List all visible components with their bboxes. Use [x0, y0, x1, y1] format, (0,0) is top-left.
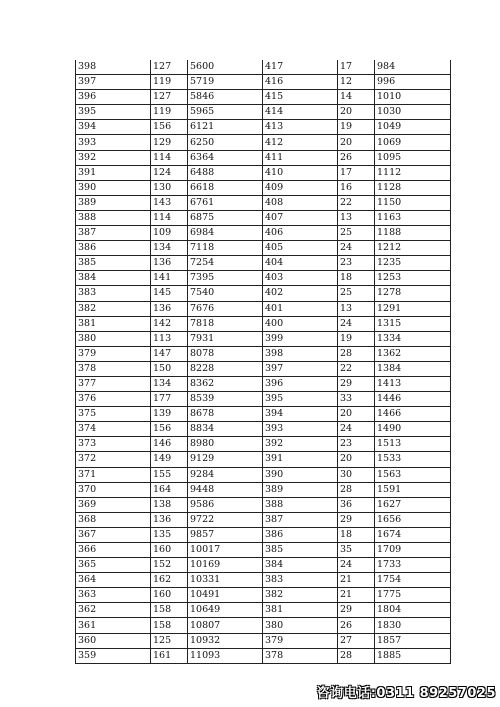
table-cell: 1709 [375, 543, 451, 558]
table-cell: 395 [76, 105, 151, 120]
table-cell: 26 [338, 618, 375, 633]
table-cell: 360 [76, 633, 151, 648]
table-cell: 177 [151, 392, 188, 407]
table-row [76, 618, 451, 633]
table-cell: 10169 [188, 558, 263, 573]
table-cell: 9586 [188, 497, 263, 512]
table-cell: 20 [338, 407, 375, 422]
table-cell: 379 [76, 346, 151, 361]
table-cell: 158 [151, 618, 188, 633]
table-cell: 9448 [188, 482, 263, 497]
table-cell: 359 [76, 648, 151, 663]
table-cell: 1253 [375, 271, 451, 286]
table-cell: 11093 [188, 648, 263, 663]
table-cell: 408 [263, 195, 338, 210]
table-row [76, 512, 451, 527]
table-cell: 155 [151, 467, 188, 482]
table-cell: 1315 [375, 316, 451, 331]
table-cell: 1754 [375, 573, 451, 588]
table-cell: 388 [263, 497, 338, 512]
table-cell: 384 [76, 271, 151, 286]
table-cell: 1674 [375, 527, 451, 542]
table-cell: 8834 [188, 422, 263, 437]
table-cell: 138 [151, 497, 188, 512]
table-row [76, 482, 451, 497]
table-cell: 29 [338, 512, 375, 527]
table-cell: 6250 [188, 135, 263, 150]
table-row [76, 543, 451, 558]
table-cell: 6618 [188, 180, 263, 195]
table-cell: 389 [76, 195, 151, 210]
table-cell: 407 [263, 210, 338, 225]
table-cell: 21 [338, 573, 375, 588]
table-cell: 393 [263, 422, 338, 437]
table-cell: 160 [151, 543, 188, 558]
table-cell: 18 [338, 527, 375, 542]
table-row [76, 437, 451, 452]
table-cell: 396 [76, 90, 151, 105]
table-cell: 363 [76, 588, 151, 603]
score-table-body [76, 60, 451, 663]
table-row [76, 286, 451, 301]
table-cell: 146 [151, 437, 188, 452]
table-cell: 127 [151, 90, 188, 105]
table-cell: 136 [151, 512, 188, 527]
table-cell: 391 [263, 452, 338, 467]
table-cell: 378 [76, 361, 151, 376]
table-cell: 6984 [188, 226, 263, 241]
table-cell: 362 [76, 603, 151, 618]
table-cell: 152 [151, 558, 188, 573]
table-cell: 14 [338, 90, 375, 105]
table-cell: 403 [263, 271, 338, 286]
table-cell: 17 [338, 165, 375, 180]
table-cell: 9284 [188, 467, 263, 482]
table-cell: 1188 [375, 226, 451, 241]
table-cell: 411 [263, 150, 338, 165]
table-cell: 383 [76, 286, 151, 301]
table-cell: 139 [151, 407, 188, 422]
table-cell: 114 [151, 210, 188, 225]
table-cell: 6875 [188, 210, 263, 225]
table-cell: 361 [76, 618, 151, 633]
table-cell: 8539 [188, 392, 263, 407]
table-cell: 10807 [188, 618, 263, 633]
table-cell: 5719 [188, 75, 263, 90]
table-cell: 129 [151, 135, 188, 150]
table-cell: 134 [151, 376, 188, 391]
table-cell: 399 [263, 331, 338, 346]
table-cell: 28 [338, 648, 375, 663]
table-cell: 113 [151, 331, 188, 346]
table-cell: 415 [263, 90, 338, 105]
table-cell: 397 [263, 361, 338, 376]
table-cell: 1563 [375, 467, 451, 482]
table-row [76, 603, 451, 618]
table-cell: 416 [263, 75, 338, 90]
table-cell: 9857 [188, 527, 263, 542]
table-cell: 392 [76, 150, 151, 165]
table-cell: 10932 [188, 633, 263, 648]
table-row [76, 392, 451, 407]
table-cell: 414 [263, 105, 338, 120]
table-cell: 413 [263, 120, 338, 135]
table-cell: 386 [76, 241, 151, 256]
table-cell: 401 [263, 301, 338, 316]
table-cell: 147 [151, 346, 188, 361]
table-cell: 23 [338, 256, 375, 271]
table-cell: 1095 [375, 150, 451, 165]
table-cell: 386 [263, 527, 338, 542]
table-cell: 17 [338, 60, 375, 75]
table-cell: 398 [263, 346, 338, 361]
table-cell: 1112 [375, 165, 451, 180]
table-row [76, 467, 451, 482]
table-cell: 378 [263, 648, 338, 663]
table-cell: 26 [338, 150, 375, 165]
table-cell: 8362 [188, 376, 263, 391]
table-cell: 136 [151, 301, 188, 316]
table-cell: 394 [263, 407, 338, 422]
table-cell: 30 [338, 467, 375, 482]
table-cell: 365 [76, 558, 151, 573]
table-cell: 1446 [375, 392, 451, 407]
table-cell: 1069 [375, 135, 451, 150]
table-row [76, 633, 451, 648]
table-cell: 368 [76, 512, 151, 527]
table-cell: 385 [76, 256, 151, 271]
table-cell: 161 [151, 648, 188, 663]
table-cell: 390 [76, 180, 151, 195]
table-cell: 417 [263, 60, 338, 75]
table-cell: 124 [151, 165, 188, 180]
table-cell: 18 [338, 271, 375, 286]
table-cell: 6761 [188, 195, 263, 210]
table-cell: 109 [151, 226, 188, 241]
table-cell: 1533 [375, 452, 451, 467]
table-cell: 149 [151, 452, 188, 467]
table-cell: 22 [338, 195, 375, 210]
table-cell: 412 [263, 135, 338, 150]
table-cell: 1128 [375, 180, 451, 195]
table-cell: 7254 [188, 256, 263, 271]
table-cell: 127 [151, 60, 188, 75]
table-cell: 381 [76, 316, 151, 331]
table-cell: 24 [338, 422, 375, 437]
table-cell: 20 [338, 452, 375, 467]
table-cell: 33 [338, 392, 375, 407]
table-cell: 1857 [375, 633, 451, 648]
table-cell: 385 [263, 543, 338, 558]
table-row [76, 316, 451, 331]
table-cell: 996 [375, 75, 451, 90]
table-cell: 12 [338, 75, 375, 90]
table-cell: 387 [76, 226, 151, 241]
table-cell: 35 [338, 543, 375, 558]
table-cell: 27 [338, 633, 375, 648]
table-row [76, 271, 451, 286]
table-cell: 8980 [188, 437, 263, 452]
table-row [76, 452, 451, 467]
table-cell: 1049 [375, 120, 451, 135]
table-cell: 13 [338, 301, 375, 316]
table-cell: 383 [263, 573, 338, 588]
table-cell: 389 [263, 482, 338, 497]
table-cell: 29 [338, 603, 375, 618]
table-cell: 10017 [188, 543, 263, 558]
table-cell: 374 [76, 422, 151, 437]
contact-phone-watermark: 咨询电话:0311 89257025 [316, 686, 496, 701]
table-cell: 23 [338, 437, 375, 452]
table-cell: 410 [263, 165, 338, 180]
table-cell: 396 [263, 376, 338, 391]
table-cell: 143 [151, 195, 188, 210]
table-cell: 369 [76, 497, 151, 512]
table-cell: 135 [151, 527, 188, 542]
table-cell: 1291 [375, 301, 451, 316]
table-cell: 20 [338, 135, 375, 150]
score-table [75, 60, 451, 664]
table-cell: 400 [263, 316, 338, 331]
table-cell: 1384 [375, 361, 451, 376]
table-cell: 397 [76, 75, 151, 90]
table-cell: 1212 [375, 241, 451, 256]
table-cell: 1413 [375, 376, 451, 391]
table-cell: 16 [338, 180, 375, 195]
table-cell: 20 [338, 105, 375, 120]
table-cell: 1362 [375, 346, 451, 361]
table-cell: 7118 [188, 241, 263, 256]
table-cell: 405 [263, 241, 338, 256]
table-cell: 392 [263, 437, 338, 452]
table-cell: 375 [76, 407, 151, 422]
table-cell: 10491 [188, 588, 263, 603]
table-cell: 373 [76, 437, 151, 452]
table-cell: 372 [76, 452, 151, 467]
table-cell: 1656 [375, 512, 451, 527]
table-cell: 380 [263, 618, 338, 633]
table-cell: 24 [338, 558, 375, 573]
table-row [76, 105, 451, 120]
table-row [76, 241, 451, 256]
table-cell: 7540 [188, 286, 263, 301]
table-row [76, 90, 451, 105]
table-cell: 1885 [375, 648, 451, 663]
table-cell: 393 [76, 135, 151, 150]
table-cell: 391 [76, 165, 151, 180]
table-cell: 125 [151, 633, 188, 648]
table-row [76, 135, 451, 150]
table-cell: 22 [338, 361, 375, 376]
table-cell: 36 [338, 497, 375, 512]
table-cell: 141 [151, 271, 188, 286]
table-row [76, 346, 451, 361]
table-row [76, 150, 451, 165]
table-row [76, 573, 451, 588]
table-cell: 394 [76, 120, 151, 135]
table-cell: 24 [338, 316, 375, 331]
table-cell: 6488 [188, 165, 263, 180]
table-cell: 19 [338, 331, 375, 346]
table-cell: 5600 [188, 60, 263, 75]
table-cell: 1733 [375, 558, 451, 573]
table-cell: 28 [338, 346, 375, 361]
table-row [76, 60, 451, 75]
table-cell: 366 [76, 543, 151, 558]
table-cell: 136 [151, 256, 188, 271]
table-cell: 380 [76, 331, 151, 346]
table-cell: 7395 [188, 271, 263, 286]
table-cell: 156 [151, 120, 188, 135]
table-row [76, 195, 451, 210]
table-row [76, 558, 451, 573]
table-cell: 119 [151, 75, 188, 90]
table-cell: 162 [151, 573, 188, 588]
table-cell: 160 [151, 588, 188, 603]
table-cell: 382 [76, 301, 151, 316]
table-cell: 21 [338, 588, 375, 603]
table-cell: 388 [76, 210, 151, 225]
table-cell: 1163 [375, 210, 451, 225]
table-row [76, 376, 451, 391]
table-cell: 1591 [375, 482, 451, 497]
table-cell: 6364 [188, 150, 263, 165]
table-row [76, 301, 451, 316]
table-cell: 384 [263, 558, 338, 573]
table-cell: 19 [338, 120, 375, 135]
table-cell: 1334 [375, 331, 451, 346]
table-row [76, 120, 451, 135]
table-cell: 406 [263, 226, 338, 241]
table-row [76, 588, 451, 603]
table-row [76, 75, 451, 90]
table-row [76, 165, 451, 180]
table-cell: 29 [338, 376, 375, 391]
table-cell: 1010 [375, 90, 451, 105]
table-cell: 156 [151, 422, 188, 437]
table-cell: 25 [338, 286, 375, 301]
table-cell: 142 [151, 316, 188, 331]
table-cell: 8678 [188, 407, 263, 422]
table-cell: 6121 [188, 120, 263, 135]
table-row [76, 210, 451, 225]
table-cell: 404 [263, 256, 338, 271]
table-cell: 398 [76, 60, 151, 75]
table-cell: 379 [263, 633, 338, 648]
table-cell: 7676 [188, 301, 263, 316]
table-cell: 164 [151, 482, 188, 497]
table-cell: 25 [338, 226, 375, 241]
table-cell: 1490 [375, 422, 451, 437]
table-cell: 10649 [188, 603, 263, 618]
table-cell: 28 [338, 482, 375, 497]
table-row [76, 407, 451, 422]
table-cell: 8228 [188, 361, 263, 376]
table-row [76, 422, 451, 437]
table-cell: 150 [151, 361, 188, 376]
table-cell: 1627 [375, 497, 451, 512]
table-cell: 371 [76, 467, 151, 482]
table-cell: 10331 [188, 573, 263, 588]
table-row [76, 361, 451, 376]
table-cell: 1150 [375, 195, 451, 210]
table-cell: 1775 [375, 588, 451, 603]
table-cell: 1466 [375, 407, 451, 422]
table-cell: 1278 [375, 286, 451, 301]
table-cell: 7818 [188, 316, 263, 331]
table-cell: 390 [263, 467, 338, 482]
table-cell: 409 [263, 180, 338, 195]
table-cell: 1030 [375, 105, 451, 120]
table-cell: 134 [151, 241, 188, 256]
table-cell: 7931 [188, 331, 263, 346]
table-cell: 387 [263, 512, 338, 527]
table-row [76, 180, 451, 195]
table-cell: 9129 [188, 452, 263, 467]
table-row [76, 527, 451, 542]
table-cell: 382 [263, 588, 338, 603]
table-row [76, 497, 451, 512]
table-cell: 984 [375, 60, 451, 75]
table-cell: 5965 [188, 105, 263, 120]
table-cell: 145 [151, 286, 188, 301]
table-row [76, 331, 451, 346]
table-cell: 24 [338, 241, 375, 256]
table-cell: 367 [76, 527, 151, 542]
table-cell: 1235 [375, 256, 451, 271]
table-cell: 370 [76, 482, 151, 497]
table-cell: 5846 [188, 90, 263, 105]
table-row [76, 648, 451, 663]
table-cell: 376 [76, 392, 151, 407]
table-cell: 130 [151, 180, 188, 195]
table-cell: 1804 [375, 603, 451, 618]
table-cell: 1513 [375, 437, 451, 452]
table-cell: 9722 [188, 512, 263, 527]
table-cell: 114 [151, 150, 188, 165]
table-cell: 13 [338, 210, 375, 225]
table-row [76, 256, 451, 271]
table-cell: 377 [76, 376, 151, 391]
table-cell: 381 [263, 603, 338, 618]
table-cell: 119 [151, 105, 188, 120]
table-cell: 1830 [375, 618, 451, 633]
table-cell: 158 [151, 603, 188, 618]
table-cell: 8078 [188, 346, 263, 361]
table-row [76, 226, 451, 241]
table-cell: 364 [76, 573, 151, 588]
table-cell: 402 [263, 286, 338, 301]
table-cell: 395 [263, 392, 338, 407]
